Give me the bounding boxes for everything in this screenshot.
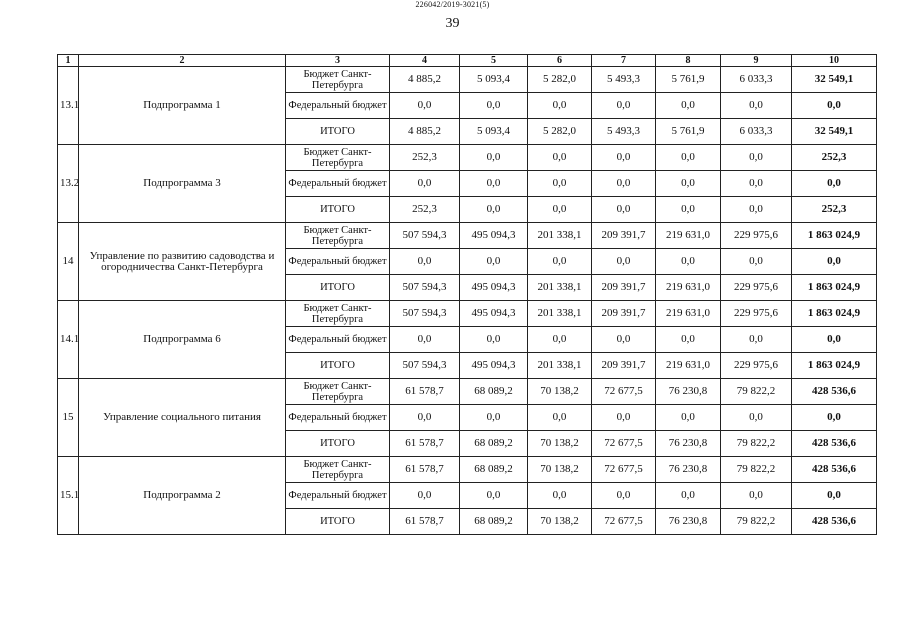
- year-value: 61 578,7: [390, 379, 460, 405]
- document-id: 226042/2019-3021(5): [415, 0, 490, 9]
- year-value: 6 033,3: [721, 67, 792, 93]
- year-value: 0,0: [460, 327, 528, 353]
- year-value: 0,0: [460, 145, 528, 171]
- year-value: 0,0: [460, 249, 528, 275]
- year-value: 72 677,5: [592, 509, 656, 535]
- funding-source: Бюджет Санкт-Петербурга: [286, 457, 390, 483]
- year-value: 0,0: [460, 405, 528, 431]
- year-value: 201 338,1: [528, 353, 592, 379]
- program-name: Подпрограмма 6: [79, 301, 286, 379]
- funding-source: ИТОГО: [286, 353, 390, 379]
- total-value: 428 536,6: [792, 431, 877, 457]
- program-name: Управление по развитию садоводства и огородничества Санкт-Петербурга: [79, 223, 286, 301]
- funding-source: Федеральный бюджет: [286, 249, 390, 275]
- year-value: 201 338,1: [528, 301, 592, 327]
- year-value: 5 093,4: [460, 67, 528, 93]
- total-value: 252,3: [792, 197, 877, 223]
- program-name: Управление социального питания: [79, 379, 286, 457]
- total-value: 0,0: [792, 171, 877, 197]
- header-cell: 7: [592, 55, 656, 67]
- table-row: [58, 67, 877, 93]
- year-value: 0,0: [721, 405, 792, 431]
- year-value: 0,0: [721, 483, 792, 509]
- year-value: 229 975,6: [721, 223, 792, 249]
- year-value: 229 975,6: [721, 353, 792, 379]
- year-value: 507 594,3: [390, 223, 460, 249]
- year-value: 72 677,5: [592, 379, 656, 405]
- year-value: 0,0: [592, 197, 656, 223]
- year-value: 68 089,2: [460, 379, 528, 405]
- year-value: 79 822,2: [721, 457, 792, 483]
- year-value: 219 631,0: [656, 301, 721, 327]
- year-value: 0,0: [528, 197, 592, 223]
- year-value: 70 138,2: [528, 431, 592, 457]
- total-value: 1 863 024,9: [792, 301, 877, 327]
- year-value: 6 033,3: [721, 119, 792, 145]
- year-value: 70 138,2: [528, 379, 592, 405]
- header-cell: 10: [792, 55, 877, 67]
- year-value: 0,0: [656, 405, 721, 431]
- year-value: 0,0: [460, 483, 528, 509]
- funding-source: Федеральный бюджет: [286, 327, 390, 353]
- year-value: 79 822,2: [721, 379, 792, 405]
- year-value: 0,0: [721, 93, 792, 119]
- year-value: 70 138,2: [528, 509, 592, 535]
- year-value: 0,0: [592, 171, 656, 197]
- row-number: 14: [58, 223, 79, 301]
- row-number: 15: [58, 379, 79, 457]
- year-value: 68 089,2: [460, 509, 528, 535]
- year-value: 209 391,7: [592, 275, 656, 301]
- year-value: 5 761,9: [656, 67, 721, 93]
- header-cell: 6: [528, 55, 592, 67]
- year-value: 0,0: [592, 145, 656, 171]
- year-value: 495 094,3: [460, 353, 528, 379]
- year-value: 0,0: [390, 327, 460, 353]
- total-value: 428 536,6: [792, 509, 877, 535]
- year-value: 76 230,8: [656, 379, 721, 405]
- year-value: 495 094,3: [460, 301, 528, 327]
- year-value: 0,0: [721, 327, 792, 353]
- year-value: 201 338,1: [528, 275, 592, 301]
- year-value: 219 631,0: [656, 353, 721, 379]
- year-value: 76 230,8: [656, 509, 721, 535]
- header-cell: 1: [58, 55, 79, 67]
- funding-source: Федеральный бюджет: [286, 405, 390, 431]
- year-value: 0,0: [528, 249, 592, 275]
- header-cell: 2: [79, 55, 286, 67]
- year-value: 72 677,5: [592, 457, 656, 483]
- year-value: 201 338,1: [528, 223, 592, 249]
- funding-source: ИТОГО: [286, 119, 390, 145]
- funding-source: ИТОГО: [286, 431, 390, 457]
- year-value: 79 822,2: [721, 509, 792, 535]
- year-value: 5 493,3: [592, 119, 656, 145]
- funding-source: Федеральный бюджет: [286, 171, 390, 197]
- year-value: 0,0: [592, 327, 656, 353]
- table-row: [58, 457, 877, 483]
- table-row: [58, 301, 877, 327]
- total-value: 1 863 024,9: [792, 353, 877, 379]
- year-value: 495 094,3: [460, 223, 528, 249]
- year-value: 0,0: [721, 249, 792, 275]
- year-value: 0,0: [390, 483, 460, 509]
- year-value: 507 594,3: [390, 275, 460, 301]
- header-cell: 5: [460, 55, 528, 67]
- year-value: 70 138,2: [528, 457, 592, 483]
- budget-table: [57, 54, 877, 535]
- year-value: 0,0: [656, 327, 721, 353]
- total-value: 0,0: [792, 405, 877, 431]
- program-name: Подпрограмма 2: [79, 457, 286, 535]
- year-value: 0,0: [460, 171, 528, 197]
- header-cell: 9: [721, 55, 792, 67]
- funding-source: ИТОГО: [286, 197, 390, 223]
- year-value: 5 282,0: [528, 119, 592, 145]
- page-number: 39: [445, 16, 460, 31]
- funding-source: ИТОГО: [286, 275, 390, 301]
- year-value: 229 975,6: [721, 275, 792, 301]
- year-value: 79 822,2: [721, 431, 792, 457]
- year-value: 68 089,2: [460, 457, 528, 483]
- year-value: 5 282,0: [528, 67, 592, 93]
- year-value: 0,0: [390, 249, 460, 275]
- year-value: 209 391,7: [592, 301, 656, 327]
- funding-source: Бюджет Санкт-Петербурга: [286, 223, 390, 249]
- year-value: 0,0: [656, 197, 721, 223]
- year-value: 507 594,3: [390, 353, 460, 379]
- total-value: 428 536,6: [792, 457, 877, 483]
- year-value: 0,0: [460, 197, 528, 223]
- year-value: 209 391,7: [592, 223, 656, 249]
- table-row: [58, 223, 877, 249]
- year-value: 68 089,2: [460, 431, 528, 457]
- funding-source: Бюджет Санкт-Петербурга: [286, 67, 390, 93]
- year-value: 61 578,7: [390, 431, 460, 457]
- year-value: 0,0: [656, 171, 721, 197]
- year-value: 0,0: [528, 93, 592, 119]
- row-number: 13.1: [58, 67, 79, 145]
- year-value: 0,0: [528, 327, 592, 353]
- year-value: 0,0: [528, 405, 592, 431]
- total-value: 32 549,1: [792, 67, 877, 93]
- table-row: [58, 379, 877, 405]
- year-value: 5 761,9: [656, 119, 721, 145]
- total-value: 0,0: [792, 93, 877, 119]
- row-number: 14.1: [58, 301, 79, 379]
- year-value: 0,0: [528, 171, 592, 197]
- row-number: 15.1: [58, 457, 79, 535]
- total-value: 0,0: [792, 483, 877, 509]
- header-cell: 3: [286, 55, 390, 67]
- year-value: 209 391,7: [592, 353, 656, 379]
- funding-source: Бюджет Санкт-Петербурга: [286, 145, 390, 171]
- total-value: 0,0: [792, 249, 877, 275]
- year-value: 4 885,2: [390, 119, 460, 145]
- year-value: 0,0: [721, 197, 792, 223]
- year-value: 495 094,3: [460, 275, 528, 301]
- table-body: [58, 55, 877, 535]
- row-number: 13.2: [58, 145, 79, 223]
- table-row: [58, 145, 877, 171]
- header-row: [58, 55, 877, 67]
- year-value: 0,0: [656, 145, 721, 171]
- year-value: 76 230,8: [656, 457, 721, 483]
- year-value: 0,0: [592, 249, 656, 275]
- total-value: 428 536,6: [792, 379, 877, 405]
- year-value: 0,0: [390, 93, 460, 119]
- year-value: 0,0: [656, 249, 721, 275]
- header-cell: 8: [656, 55, 721, 67]
- funding-source: Бюджет Санкт-Петербурга: [286, 301, 390, 327]
- total-value: 252,3: [792, 145, 877, 171]
- year-value: 5 493,3: [592, 67, 656, 93]
- year-value: 0,0: [592, 483, 656, 509]
- year-value: 219 631,0: [656, 223, 721, 249]
- year-value: 0,0: [390, 405, 460, 431]
- year-value: 507 594,3: [390, 301, 460, 327]
- funding-source: Бюджет Санкт-Петербурга: [286, 379, 390, 405]
- year-value: 72 677,5: [592, 431, 656, 457]
- year-value: 0,0: [592, 93, 656, 119]
- year-value: 229 975,6: [721, 301, 792, 327]
- total-value: 1 863 024,9: [792, 223, 877, 249]
- total-value: 0,0: [792, 327, 877, 353]
- year-value: 4 885,2: [390, 67, 460, 93]
- year-value: 76 230,8: [656, 431, 721, 457]
- year-value: 0,0: [721, 145, 792, 171]
- year-value: 252,3: [390, 145, 460, 171]
- total-value: 32 549,1: [792, 119, 877, 145]
- year-value: 0,0: [390, 171, 460, 197]
- header-cell: 4: [390, 55, 460, 67]
- funding-source: Федеральный бюджет: [286, 93, 390, 119]
- year-value: 0,0: [460, 93, 528, 119]
- year-value: 0,0: [721, 171, 792, 197]
- funding-source: ИТОГО: [286, 509, 390, 535]
- year-value: 0,0: [656, 93, 721, 119]
- year-value: 0,0: [592, 405, 656, 431]
- funding-source: Федеральный бюджет: [286, 483, 390, 509]
- year-value: 61 578,7: [390, 457, 460, 483]
- program-name: Подпрограмма 1: [79, 67, 286, 145]
- year-value: 0,0: [528, 483, 592, 509]
- year-value: 252,3: [390, 197, 460, 223]
- program-name: Подпрограмма 3: [79, 145, 286, 223]
- year-value: 219 631,0: [656, 275, 721, 301]
- year-value: 5 093,4: [460, 119, 528, 145]
- year-value: 0,0: [656, 483, 721, 509]
- year-value: 0,0: [528, 145, 592, 171]
- total-value: 1 863 024,9: [792, 275, 877, 301]
- year-value: 61 578,7: [390, 509, 460, 535]
